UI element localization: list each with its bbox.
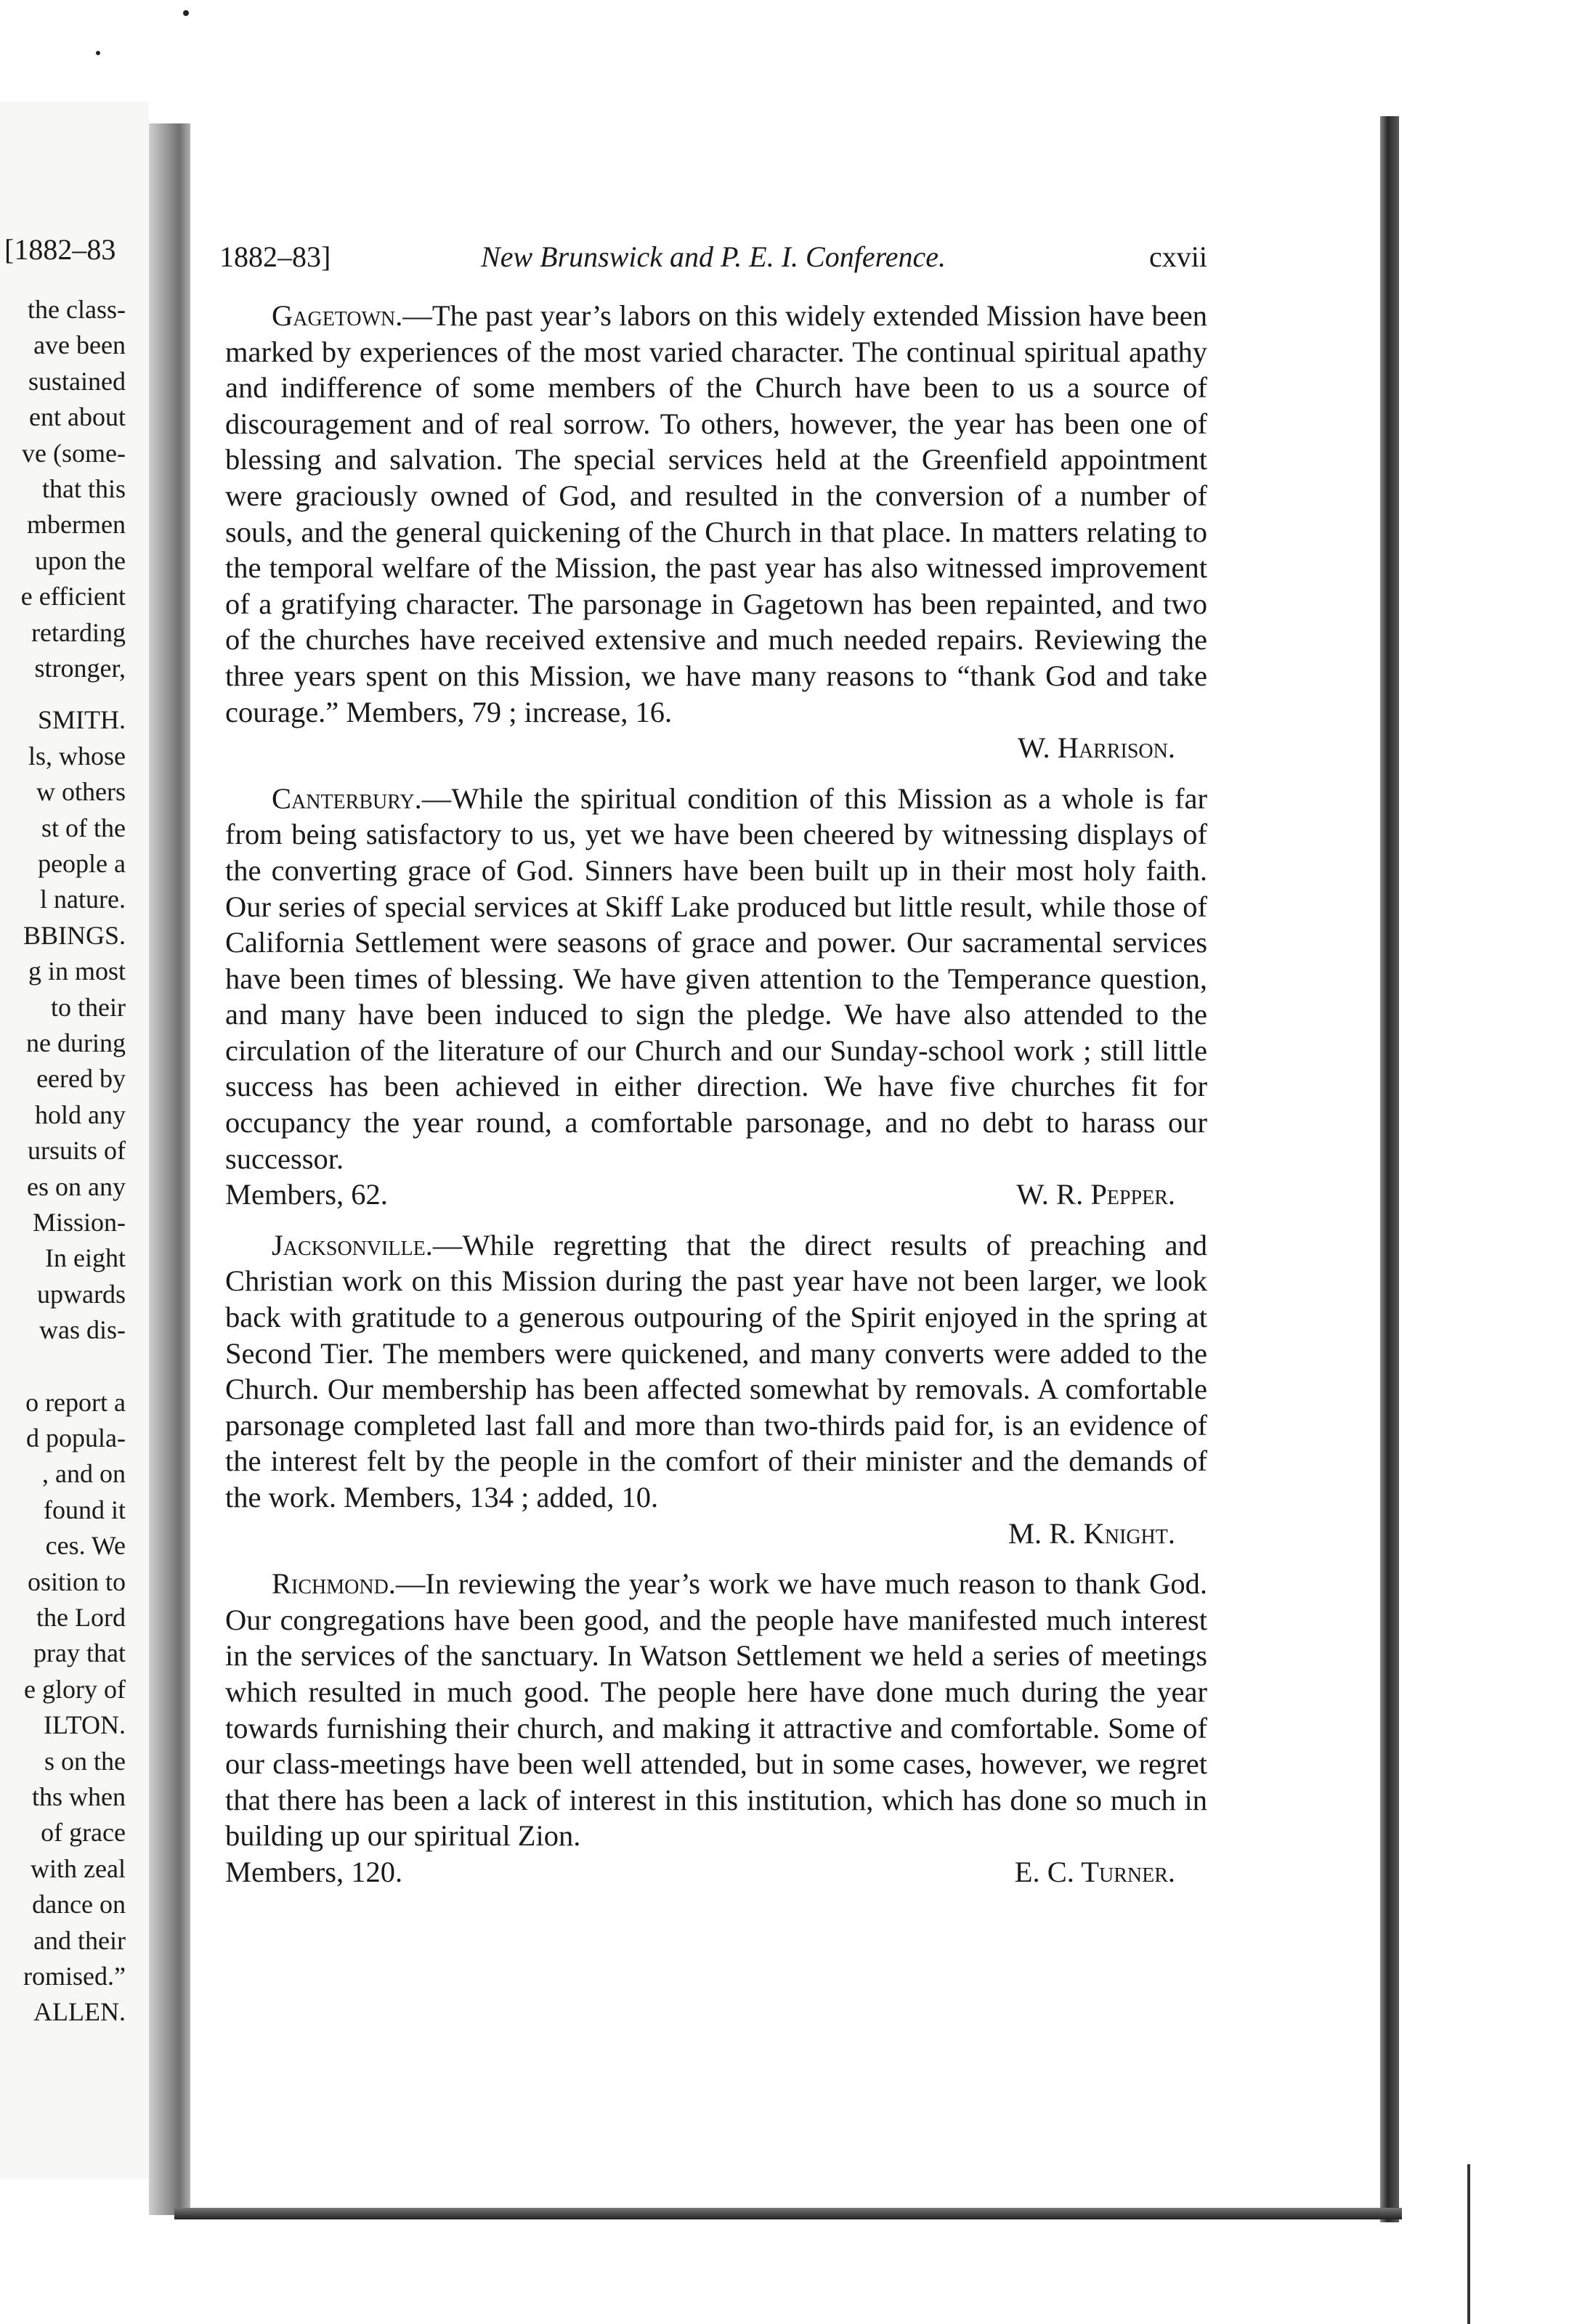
left-page-header: [1882–83 (4, 233, 116, 266)
left-page-line: romised.” (23, 1962, 126, 1991)
report-text: —While regretting that the direct results of preaching and Christian work on this Mission during the past year have not been larger, we look back with gratitude to a generous outpouring of the Spirit enjoyed in the spring at Second Tier. The members were quickened, and many converts were added to the Church. Our membership has been affected somewhat by removals. A comfortable parsonage completed last fall and more than two-thirds paid for, is an evidence of the interest felt by the people in the comfort of their minister and the demands of the work. Members, 134 ; added, 10. (225, 1228, 1207, 1514)
page-number: cxvii (1149, 240, 1207, 273)
report-text: —While the spiritual condition of this Mission as a whole is far from being satisfactory to us, yet we have been cheered by witnessing displays of the converting grace of God. Sinners have been built up in their most holy faith. Our series of special services at Skiff Lake produced but little result, while those of California Settlement were seasons of grace and power. Our sacramental services have been times of blessing. We have given attention to the Temperance question, and many have been induced to sign the pledge. We have also attended to the circulation of the literature of our Church and our Sunday-school work ; still little success has been achieved in either direction. We have five churches fit for occupancy the year round, a comfortable parsonage, and no debt to harass our successor. (225, 781, 1207, 1175)
left-page-line: dance on (32, 1890, 126, 1919)
left-page-line: l nature. (40, 885, 126, 914)
conference-reports (225, 298, 1207, 1890)
left-page-line: mbermen (27, 510, 126, 540)
left-page-line: es on any (27, 1171, 126, 1201)
left-page-line: ces. We (45, 1531, 126, 1561)
left-page-line: was dis- (39, 1315, 126, 1345)
left-page-line: with zeal (31, 1853, 126, 1883)
left-page-line: e glory of (24, 1674, 126, 1704)
left-page-line: people a (38, 849, 126, 878)
left-page-line: , and on (42, 1459, 126, 1489)
left-page-line: that this (42, 474, 126, 503)
left-page-line: and their (33, 1925, 126, 1955)
left-page-line: to their (51, 992, 126, 1022)
left-page-line: the Lord (36, 1603, 126, 1632)
left-page-line: ent about (29, 402, 126, 432)
report-footer (225, 1854, 1207, 1890)
left-page-line: hold any (35, 1100, 126, 1129)
left-page-line: upwards (37, 1279, 126, 1309)
right-page (190, 116, 1382, 2208)
report-place: Canterbury. (272, 781, 422, 815)
report-paragraph (225, 1566, 1207, 1854)
left-facing-page (0, 102, 149, 2179)
running-head-title: New Brunswick and P. E. I. Conference. (481, 240, 946, 273)
left-page-line: ALLEN. (33, 1997, 126, 2027)
book-gutter (149, 123, 192, 2215)
left-page-line: s on the (44, 1746, 126, 1776)
report-paragraph (225, 781, 1207, 1177)
report-signature: W. Harrison. (1017, 731, 1175, 765)
page-bottom-edge (174, 2208, 1402, 2219)
report-canterbury (225, 781, 1207, 1213)
report-richmond (225, 1566, 1207, 1890)
report-place: Jacksonville. (272, 1228, 433, 1261)
report-signature: W. R. Pepper. (1016, 1178, 1175, 1211)
report-members: Members, 120. (225, 1855, 403, 1888)
report-jacksonville (225, 1227, 1207, 1551)
page-edge-shadow (1380, 116, 1399, 2222)
left-page-line: osition to (27, 1567, 126, 1596)
left-page-line: ILTON. (43, 1710, 126, 1740)
report-text: —The past year’s labors on this widely extended Mission have been marked by experiences of the most varied character. The continual spiritual apathy and indifference of some members of the Church have been to us a source of discouragement and of real sorrow. To others, however, the year has been one of blessing and salvation. The special services held at the Greenfield appointment were graciously owned of God, and resulted in the conversion of a number of souls, and the general quickening of the Church in that place. In matters relating to the temporal welfare of the Mission, the past year has also witnessed improvement of a gratifying character. The parsonage in Gagetown has been repainted, and two of the churches have received extensive and much needed repairs. Reviewing the three years spent on this Mission, we have many reasons to “thank God and take courage.” Members, 79 ; increase, 16. (225, 299, 1207, 728)
report-place: Richmond. (272, 1567, 396, 1601)
left-page-line: sustained (28, 366, 126, 396)
left-page-line: ave been (33, 330, 126, 360)
left-page-line: the class- (28, 295, 126, 324)
report-paragraph (225, 298, 1207, 730)
report-footer (225, 1177, 1207, 1213)
left-page-line: found it (44, 1495, 126, 1524)
scan-speck (96, 51, 100, 55)
left-page-line: BBINGS. (23, 920, 126, 950)
left-page-line: upon the (35, 545, 126, 575)
report-place: Gagetown. (272, 299, 403, 332)
report-gagetown (225, 298, 1207, 766)
left-page-line: ne during (26, 1028, 126, 1057)
left-page-line: retarding (31, 617, 126, 647)
left-page-line: g in most (28, 956, 126, 986)
left-page-line: ls, whose (28, 741, 126, 771)
left-page-line: o report a (25, 1387, 126, 1417)
left-page-line: ursuits of (28, 1136, 126, 1166)
report-text: —In reviewing the year’s work we have much reason to thank God. Our congregations have been good, and the people have manifested much interest in the services of the sanctuary. In Watson Settlement we held a series of meetings which resulted in much good. The people here have done much during the year towards furnishing their church, and making it attractive and comfortable. Some of our class-meetings have been well attended, but in some cases, however, we regret that there has been a lack of interest in this institution, which has done so much in building up our spiritual Zion. (225, 1567, 1207, 1853)
running-head (219, 240, 1207, 283)
left-page-line: ths when (32, 1782, 126, 1811)
left-page-line: Mission- (32, 1208, 126, 1237)
left-page-line: ve (some- (22, 438, 126, 468)
report-signature: E. C. Turner. (1014, 1855, 1175, 1888)
report-signature: M. R. Knight. (1008, 1516, 1175, 1550)
left-page-line: In eight (45, 1243, 126, 1273)
left-page-line: e efficient (20, 582, 126, 612)
left-page-line: w others (36, 777, 126, 807)
left-page-line: stronger, (34, 654, 126, 683)
running-head-year: 1882–83] (219, 240, 331, 273)
report-paragraph (225, 1227, 1207, 1516)
left-page-line: SMITH. (37, 705, 126, 735)
report-members: Members, 62. (225, 1178, 388, 1211)
scan-artifact-line (1467, 2164, 1470, 2324)
left-page-line: of grace (41, 1818, 126, 1848)
scan-speck (183, 10, 189, 16)
left-page-line: d popula- (26, 1423, 126, 1452)
left-page-line: pray that (33, 1638, 126, 1668)
left-page-line: st of the (41, 813, 126, 842)
left-page-line: eered by (36, 1064, 126, 1094)
